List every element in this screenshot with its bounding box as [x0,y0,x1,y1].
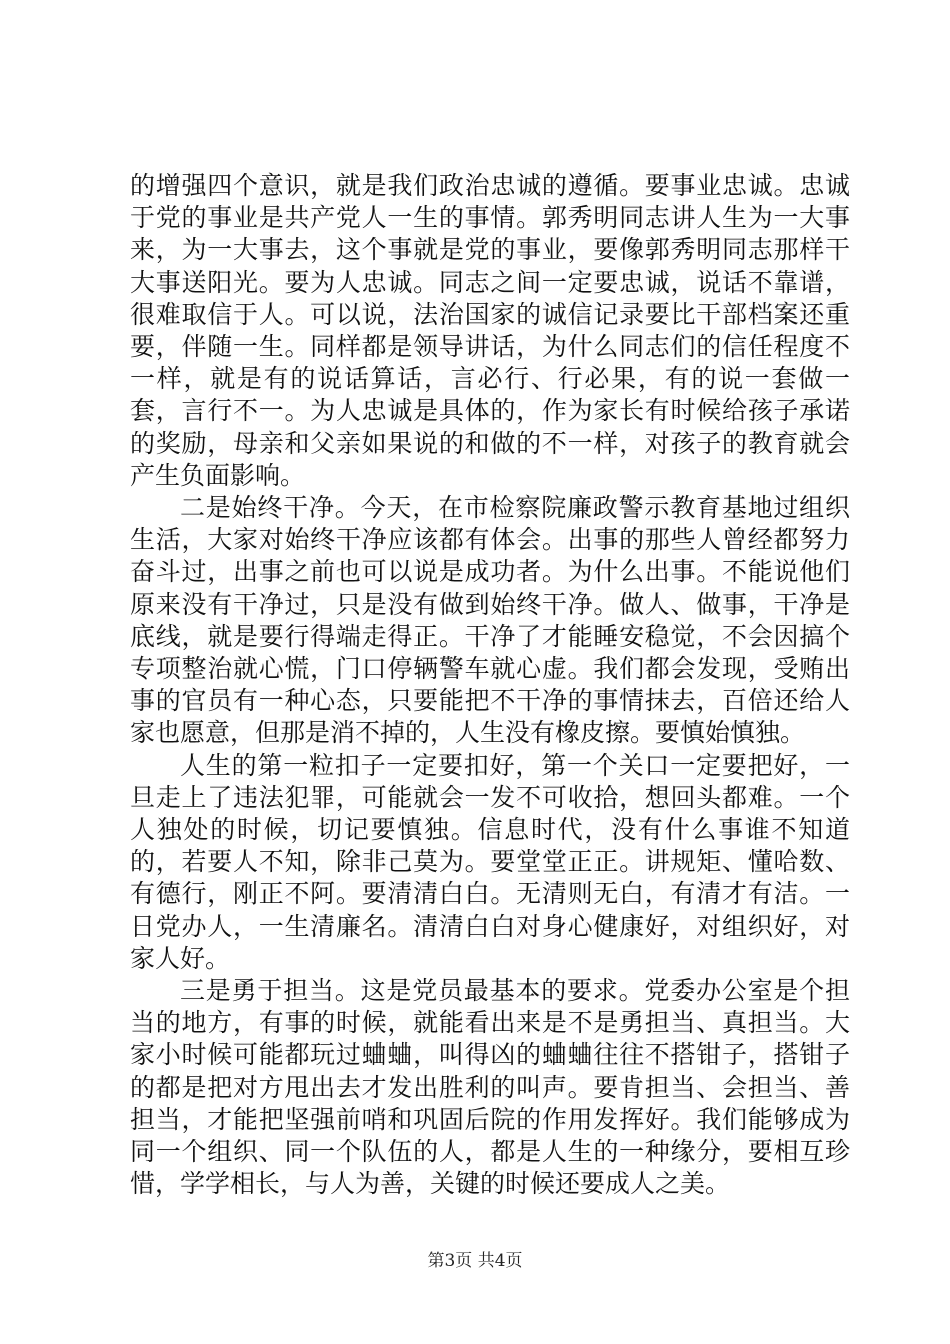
document-body [130,170,850,1201]
page-number-footer: 第3页 共4页 [427,1251,523,1271]
paragraph-responsibility: 三是勇于担当。这是党员最基本的要求。党委办公室是个担当的地方，有事的时候，就能看出来是不是勇担当、真担当。大家小时候可能都玩过蛐蛐，叫得凶的蛐蛐往往不搭钳子，搭钳子的都是把对方甩出去才发出胜利的叫声。要肯担当、会担当、善担当，才能把坚强前哨和巩固后院的作用发挥好。我们能够成为同一个组织、同一个队伍的人，都是人生的一种缘分，要相互珍惜，学学相长，与人为善，关键的时候还要成人之美。 [130,976,850,1199]
paragraph-clean: 二是始终干净。今天，在市检察院廉政警示教育基地过组织生活，大家对始终干净应该都有体会。出事的那些人曾经都努力奋斗过，出事之前也可以说是成功者。为什么出事。不能说他们原来没有干净过，只是没有做到始终干净。做人、做事，干净是底线，就是要行得端走得正。干净了才能睡安稳觉，不会因搞个专项整治就心慌，门口停辆警车就心虚。我们都会发现，受贿出事的官员有一种心态，只要能把不干净的事情抹去，百倍还给人家也愿意，但那是消不掉的，人生没有橡皮擦。要慎始慎独。 [130,493,850,748]
paragraph-first-button: 人生的第一粒扣子一定要扣好，第一个关口一定要把好，一旦走上了违法犯罪，可能就会一发不可收拾，想回头都难。一个人独处的时候，切记要慎独。信息时代，没有什么事谁不知道的，若要人不知，除非己莫为。要堂堂正正。讲规矩、懂哈数、有德行，刚正不阿。要清清白白。无清则无白，有清才有洁。一日党办人，一生清廉名。清清白白对身心健康好，对组织好，对家人好。 [130,750,850,973]
paragraph-continued: 的增强四个意识，就是我们政治忠诚的遵循。要事业忠诚。忠诚于党的事业是共产党人一生的事情。郭秀明同志讲人生为一大事来，为一大事去，这个事就是党的事业，要像郭秀明同志那样干大事送阳光。要为人忠诚。同志之间一定要忠诚，说话不靠谱，很难取信于人。可以说，法治国家的诚信记录要比干部档案还重要，伴随一生。同样都是领导讲话，为什么同志们的信任程度不一样，就是有的说话算话，言必行、行必果，有的说一套做一套，言行不一。为人忠诚是具体的，作为家长有时候给孩子承诺的奖励，母亲和父亲如果说的和做的不一样，对孩子的教育就会产生负面影响。 [130,171,850,490]
